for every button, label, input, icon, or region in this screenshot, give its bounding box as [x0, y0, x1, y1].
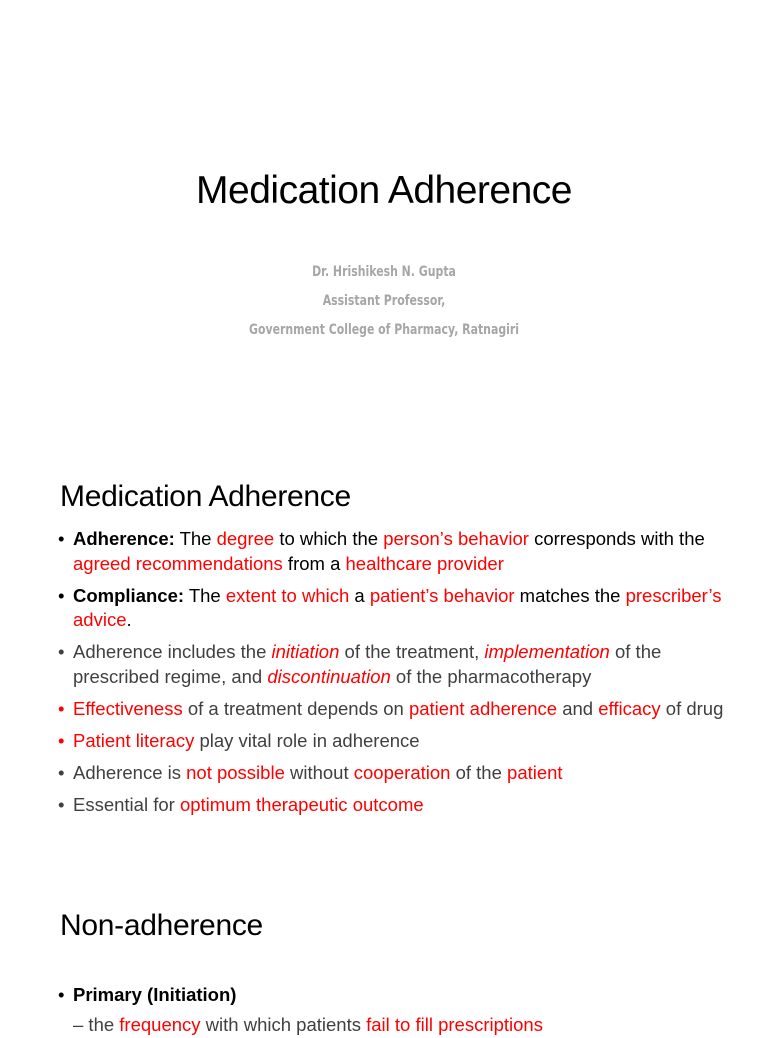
bullet-dot: • [58, 984, 65, 1005]
bullet-therapeutic-outcome: • Essential for optimum therapeutic outcome [58, 793, 748, 818]
non-adherence-bullet-list [58, 983, 748, 1015]
bullet-dot: • [58, 584, 65, 606]
author-position: Assistant Professor, [322, 293, 446, 309]
author-name: Dr. Hrishikesh N. Gupta [312, 264, 456, 280]
author-institution: Government College of Pharmacy, Ratnagiri [248, 322, 520, 338]
bullet-dot: • [58, 793, 65, 815]
bullet-cooperation: • Adherence is not possible without cooperation of the patient [58, 761, 748, 786]
bullet-dot: • [58, 641, 65, 662]
bullet-patient-literacy: • Patient literacy play vital role in adherence [58, 729, 748, 754]
bullet-adherence-definition: • Adherence: The degree to which the person’s behavior corresponds with the agreed recommendations from a healthcare provider [58, 528, 705, 574]
bullet-dot: • [58, 761, 65, 783]
bullet-dot: • [58, 729, 65, 751]
author-info [84, 258, 683, 345]
bullet-dot: • [58, 528, 65, 549]
bullet-compliance-definition: • Compliance: The extent to which a patient’s behavior matches the prescriber’s advice. [58, 584, 722, 630]
bullet-effectiveness: • Effectiveness of a treatment depends on patient adherence and efficacy of drug [58, 697, 748, 722]
section-heading-adherence: Medication Adherence [60, 480, 351, 513]
title-slide-heading: Medication Adherence [196, 169, 572, 212]
adherence-bullet-list [58, 527, 748, 825]
bullet-primary-initiation: • Primary (Initiation) [58, 983, 748, 1008]
bullet-adherence-phases: • Adherence includes the initiation of the treatment, implementation of the prescribed regime, and discontinuation of the pharmacotherapy [58, 641, 662, 687]
section-heading-non-adherence: Non-adherence [60, 909, 263, 942]
partial-cutoff-line: – the frequency with which patients fail to fill prescriptions [73, 1014, 543, 1035]
bullet-dot: • [58, 697, 65, 719]
